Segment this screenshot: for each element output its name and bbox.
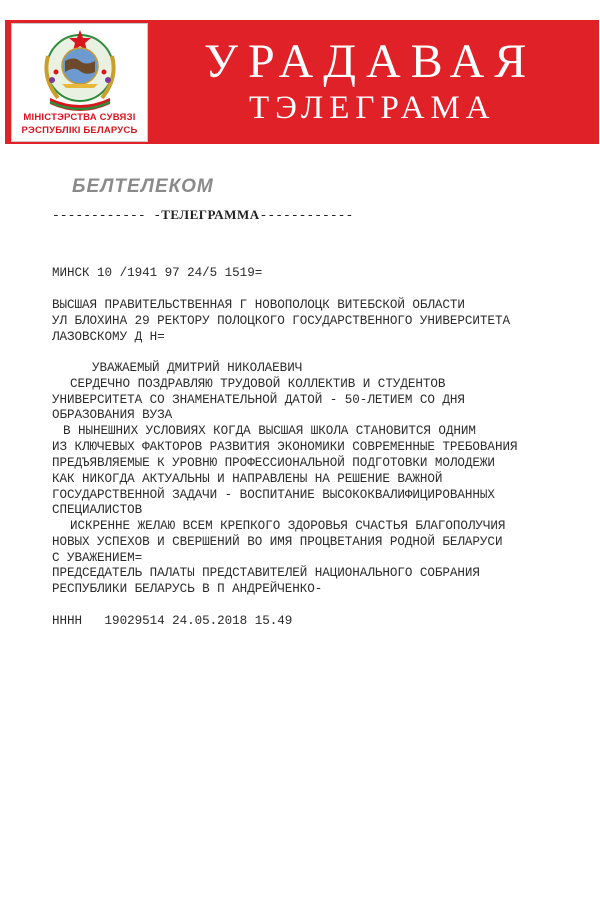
body-line: ПРЕДСЕДАТЕЛЬ ПАЛАТЫ ПРЕДСТАВИТЕЛЕЙ НАЦИОНАЛЬНОГО СОБРАНИЯ xyxy=(52,566,480,580)
telegram-label: ТЕЛЕГРАММА xyxy=(161,207,260,222)
ministry-name-line1: МІНІСТЭРСТВА СУВЯЗІ xyxy=(23,112,136,123)
body-line: НОВЫХ УСПЕХОВ И СВЕРШЕНИЙ ВО ИМЯ ПРОЦВЕТАНИЯ РОДНОЙ БЕЛАРУСИ xyxy=(52,535,503,549)
coat-of-arms-icon xyxy=(34,28,126,112)
body-line: ОБРАЗОВАНИЯ ВУЗА xyxy=(52,408,173,422)
body-line: ГОСУДАРСТВЕННОЙ ЗАДАЧИ - ВОСПИТАНИЕ ВЫСОКОКВАЛИФИЦИРОВАННЫХ xyxy=(52,488,495,502)
operator-logo-text: БЕЛТЕЛЕКОМ xyxy=(72,176,214,197)
body-line: РЕСПУБЛИКИ БЕЛАРУСЬ В П АНДРЕЙЧЕНКО- xyxy=(52,582,323,596)
body-line: СЕРДЕЧНО ПОЗДРАВЛЯЮ ТРУДОВОЙ КОЛЛЕКТИВ И СТУДЕНТОВ xyxy=(70,377,446,391)
body-line: В НЫНЕШНИХ УСЛОВИЯХ КОГДА ВЫСШАЯ ШКОЛА СТАНОВИТСЯ ОДНИМ xyxy=(63,424,476,438)
routing-line: МИНСК 10 /1941 97 24/5 1519= xyxy=(52,266,263,280)
greeting: УВАЖАЕМЫЙ ДМИТРИЙ НИКОЛАЕВИЧ xyxy=(92,361,303,375)
footer-service-line: НННН 19029514 24.05.2018 15.49 xyxy=(52,614,293,628)
body-line: ИСКРЕННЕ ЖЕЛАЮ ВСЕМ КРЕПКОГО ЗДОРОВЬЯ СЧАСТЬЯ БЛАГОПОЛУЧИЯ xyxy=(70,519,506,533)
header-title: УРАДАВАЯ xyxy=(204,35,537,88)
body-line: С УВАЖЕНИЕМ= xyxy=(52,551,143,565)
header-subtitle: ТЭЛЕГРАМА xyxy=(249,90,496,126)
ministry-emblem-block xyxy=(11,23,148,142)
address-line: ВЫСШАЯ ПРАВИТЕЛЬСТВЕННАЯ Г НОВОПОЛОЦК ВИТЕБСКОЙ ОБЛАСТИ xyxy=(52,298,465,312)
body-line: КАК НИКОГДА АКТУАЛЬНЫ И НАПРАВЛЕНЫ НА РЕШЕНИЕ ВАЖНОЙ xyxy=(52,472,443,486)
ministry-name-line2: РЭСПУБЛІКІ БЕЛАРУСЬ xyxy=(21,125,138,136)
address-line: ЛАЗОВСКОМУ Д Н= xyxy=(52,330,165,344)
address-line: УЛ БЛОХИНА 29 РЕКТОРУ ПОЛОЦКОГО ГОСУДАРСТВЕННОГО УНИВЕРСИТЕТА xyxy=(52,314,510,328)
body-line: ПРЕДЪЯВЛЯЕМЫЕ К УРОВНЮ ПРОФЕССИОНАЛЬНОЙ ПОДГОТОВКИ МОЛОДЕЖИ xyxy=(52,456,495,470)
telegram-divider xyxy=(52,207,353,223)
divider-dashes-right: ------------ xyxy=(259,208,354,223)
body-line: СПЕЦИАЛИСТОВ xyxy=(52,503,143,517)
body-line: УНИВЕРСИТЕТА СО ЗНАМЕНАТЕЛЬНОЙ ДАТОЙ - 50-ЛЕТИЕМ СО ДНЯ xyxy=(52,393,465,407)
body-line: ИЗ КЛЮЧЕВЫХ ФАКТОРОВ РАЗВИТИЯ ЭКОНОМИКИ СОВРЕМЕННЫЕ ТРЕБОВАНИЯ xyxy=(52,440,518,454)
divider-dashes-left: ------------ - xyxy=(52,208,162,223)
